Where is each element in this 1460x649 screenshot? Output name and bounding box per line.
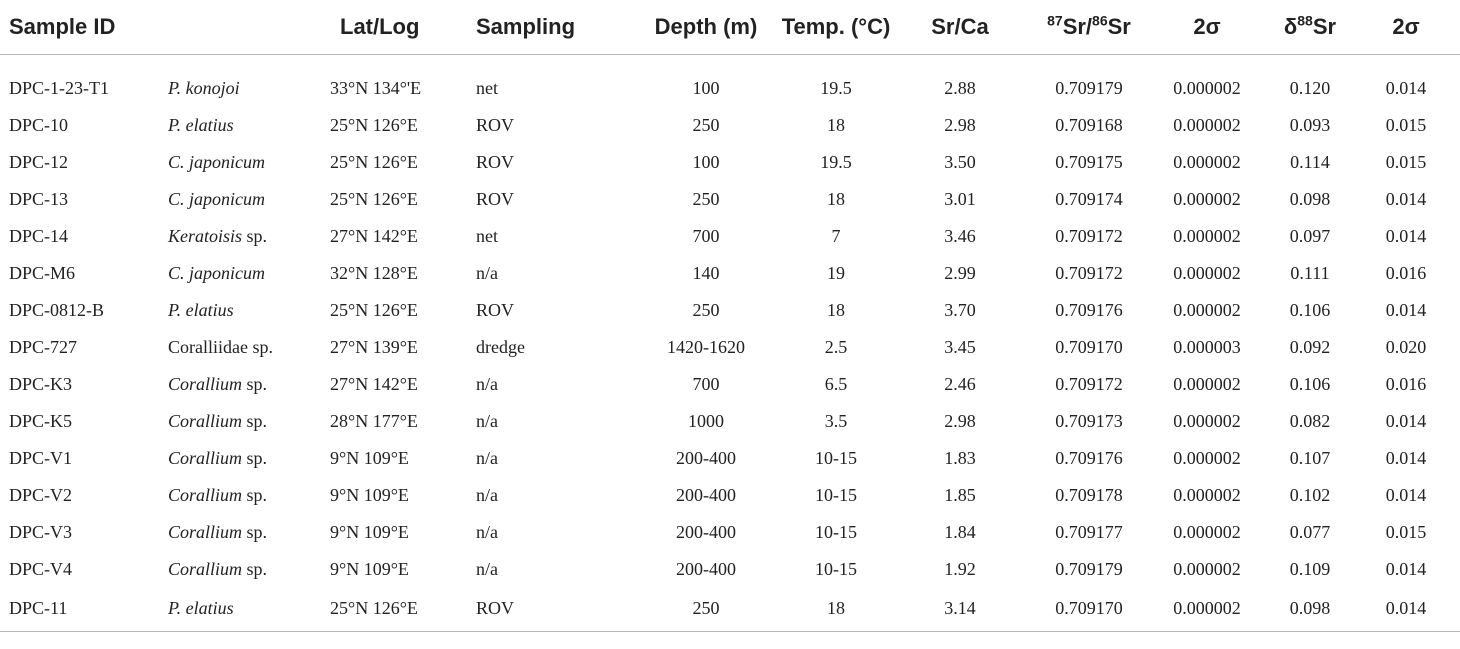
lat-log-cell: 27°N 142°E bbox=[330, 226, 418, 246]
species-cell bbox=[168, 588, 330, 632]
species-name: Corallium bbox=[168, 559, 243, 579]
sigma-1-cell: 0.000003 bbox=[1173, 337, 1241, 357]
table-row bbox=[0, 514, 1460, 551]
depth-cell: 1420-1620 bbox=[667, 337, 745, 357]
table-row bbox=[0, 55, 1460, 108]
table-row bbox=[0, 144, 1460, 181]
sr-ca-cell: 3.70 bbox=[944, 300, 976, 320]
sample-id-cell: DPC-13 bbox=[9, 189, 69, 209]
table-row bbox=[0, 403, 1460, 440]
table-row bbox=[0, 329, 1460, 366]
header-ratio-sup-87: 87 bbox=[1047, 12, 1063, 29]
sigma-1-cell: 0.000002 bbox=[1173, 263, 1241, 283]
sigma-2-cell: 0.014 bbox=[1385, 411, 1427, 431]
species-suffix: sp. bbox=[242, 559, 268, 579]
sampling-cell: net bbox=[476, 226, 498, 246]
temp-cell: 19.5 bbox=[820, 78, 852, 98]
sampling-cell: n/a bbox=[476, 559, 498, 579]
sample-id-cell: DPC-K5 bbox=[9, 411, 73, 431]
species-cell bbox=[168, 292, 330, 329]
lat-log-cell: 9°N 109°E bbox=[330, 485, 409, 505]
temp-cell: 10-15 bbox=[815, 485, 857, 505]
species-cell bbox=[168, 514, 330, 551]
sample-id-cell: DPC-V4 bbox=[9, 559, 73, 579]
sr-ratio-cell: 0.709172 bbox=[1055, 226, 1123, 246]
table-row bbox=[0, 292, 1460, 329]
sampling-cell: ROV bbox=[476, 588, 636, 632]
species-cell bbox=[168, 181, 330, 218]
header-sr-isotope-ratio bbox=[1024, 0, 1154, 55]
sample-id-cell: DPC-V1 bbox=[9, 448, 73, 468]
delta-sr-cell: 0.093 bbox=[1289, 115, 1331, 135]
sample-id-cell: DPC-V3 bbox=[9, 522, 73, 542]
header-lat-log-text: Lat/Log bbox=[340, 14, 420, 39]
table-row bbox=[0, 440, 1460, 477]
depth-cell: 100 bbox=[692, 78, 720, 98]
depth-cell: 700 bbox=[692, 374, 720, 394]
sr-ratio-cell: 0.709168 bbox=[1055, 115, 1123, 135]
temp-cell: 10-15 bbox=[815, 559, 857, 579]
depth-cell: 200-400 bbox=[676, 559, 736, 579]
sigma-2-cell: 0.014 bbox=[1385, 226, 1427, 246]
sigma-2-cell: 0.014 bbox=[1385, 448, 1427, 468]
species-name: Coralliidae sp. bbox=[168, 337, 273, 357]
sr-ca-cell: 3.45 bbox=[944, 337, 976, 357]
sigma-1-cell: 0.000002 bbox=[1173, 115, 1241, 135]
delta-sr-cell: 0.098 bbox=[1289, 189, 1331, 209]
sigma-2-cell: 0.014 bbox=[1360, 588, 1460, 632]
sr-ratio-cell: 0.709175 bbox=[1055, 152, 1123, 172]
temp-cell: 19 bbox=[827, 263, 845, 283]
sigma-1-cell: 0.000002 bbox=[1173, 522, 1241, 542]
lat-log-cell: 25°N 126°E bbox=[330, 300, 418, 320]
delta-sr-cell: 0.102 bbox=[1289, 485, 1331, 505]
lat-log-cell: 9°N 109°E bbox=[330, 522, 409, 542]
delta-sr-cell: 0.082 bbox=[1289, 411, 1331, 431]
sigma-1-cell: 0.000002 bbox=[1173, 559, 1241, 579]
sr-ratio-cell: 0.709179 bbox=[1055, 559, 1123, 579]
species-name: C. japonicum bbox=[168, 263, 265, 283]
sampling-cell: dredge bbox=[476, 337, 525, 357]
sample-id-cell: DPC-12 bbox=[9, 152, 69, 172]
sampling-cell: ROV bbox=[476, 152, 515, 172]
header-delta-sr bbox=[1260, 0, 1360, 55]
depth-cell: 250 bbox=[692, 115, 720, 135]
temp-cell: 18 bbox=[827, 115, 845, 135]
lat-log-cell: 25°N 126°E bbox=[330, 588, 476, 632]
sr-ca-cell: 1.92 bbox=[944, 559, 976, 579]
lat-log-cell: 32°N 128°E bbox=[330, 263, 418, 283]
sampling-cell: n/a bbox=[476, 374, 498, 394]
temp-cell: 18 bbox=[827, 300, 845, 320]
species-name: Keratoisis bbox=[168, 226, 243, 246]
header-row bbox=[0, 0, 1460, 55]
sigma-1-cell: 0.000002 bbox=[1173, 411, 1241, 431]
sr-ratio-cell: 0.709170 bbox=[1024, 588, 1154, 632]
lat-log-cell: 27°N 142°E bbox=[330, 374, 418, 394]
sampling-cell: n/a bbox=[476, 485, 498, 505]
delta-sr-cell: 0.120 bbox=[1289, 78, 1331, 98]
species-cell bbox=[168, 403, 330, 440]
sigma-2-cell: 0.014 bbox=[1385, 189, 1427, 209]
lat-log-cell: 25°N 126°E bbox=[330, 152, 418, 172]
sr-ca-cell: 3.46 bbox=[944, 226, 976, 246]
temp-cell: 18 bbox=[776, 588, 896, 632]
sample-id-cell: DPC-14 bbox=[9, 226, 69, 246]
species-suffix: sp. bbox=[242, 448, 268, 468]
depth-cell: 1000 bbox=[688, 411, 724, 431]
delta-sr-cell: 0.106 bbox=[1289, 374, 1331, 394]
sigma-1-cell: 0.000002 bbox=[1173, 78, 1241, 98]
species-name: Corallium bbox=[168, 522, 243, 542]
species-name: P. konojoi bbox=[168, 78, 240, 98]
sampling-cell: n/a bbox=[476, 448, 498, 468]
header-delta-symbol: δ bbox=[1283, 14, 1298, 39]
sr-ca-cell: 2.98 bbox=[944, 115, 976, 135]
species-cell bbox=[168, 329, 330, 366]
species-suffix: sp. bbox=[242, 485, 268, 505]
table-row bbox=[0, 366, 1460, 403]
sigma-2-cell: 0.014 bbox=[1385, 485, 1427, 505]
delta-sr-cell: 0.109 bbox=[1289, 559, 1331, 579]
lat-log-cell: 9°N 109°E bbox=[330, 448, 409, 468]
table-row bbox=[0, 107, 1460, 144]
species-cell bbox=[168, 107, 330, 144]
sampling-cell: ROV bbox=[476, 189, 515, 209]
header-depth: Depth (m) bbox=[636, 0, 776, 55]
depth-cell: 140 bbox=[692, 263, 720, 283]
sr-ratio-cell: 0.709173 bbox=[1055, 411, 1123, 431]
sr-ratio-cell: 0.709178 bbox=[1055, 485, 1123, 505]
header-delta-sr-text: Sr bbox=[1312, 14, 1337, 39]
sigma-1-cell: 0.000002 bbox=[1173, 485, 1241, 505]
depth-cell: 250 bbox=[692, 300, 720, 320]
lat-log-cell: 27°N 139°E bbox=[330, 337, 418, 357]
species-cell bbox=[168, 440, 330, 477]
temp-cell: 3.5 bbox=[824, 411, 848, 431]
species-cell bbox=[168, 551, 330, 588]
sample-id-cell: DPC-K3 bbox=[9, 374, 73, 394]
table-row bbox=[0, 588, 1460, 632]
temp-cell: 19.5 bbox=[820, 152, 852, 172]
delta-sr-cell: 0.097 bbox=[1289, 226, 1331, 246]
table-row bbox=[0, 255, 1460, 292]
table-body bbox=[0, 55, 1460, 632]
species-name: P. elatius bbox=[168, 597, 234, 618]
sr-ratio-cell: 0.709179 bbox=[1055, 78, 1123, 98]
sampling-cell: ROV bbox=[476, 300, 515, 320]
sr-ratio-cell: 0.709176 bbox=[1055, 448, 1123, 468]
sr-ca-cell: 3.50 bbox=[944, 152, 976, 172]
table-row bbox=[0, 218, 1460, 255]
sr-ca-cell: 3.01 bbox=[944, 189, 976, 209]
sample-id-cell: DPC-727 bbox=[9, 337, 78, 357]
sigma-2-cell: 0.015 bbox=[1385, 115, 1427, 135]
species-name: P. elatius bbox=[168, 115, 234, 135]
sample-id-cell: DPC-10 bbox=[9, 115, 69, 135]
sr-ca-cell: 2.88 bbox=[944, 78, 976, 98]
sigma-1-cell: 0.000002 bbox=[1173, 448, 1241, 468]
sampling-cell: n/a bbox=[476, 411, 498, 431]
species-cell bbox=[168, 218, 330, 255]
species-suffix: sp. bbox=[242, 411, 268, 431]
sr-ca-cell: 2.46 bbox=[944, 374, 976, 394]
table-row bbox=[0, 477, 1460, 514]
delta-sr-cell: 0.098 bbox=[1260, 588, 1360, 632]
species-suffix: sp. bbox=[242, 226, 268, 246]
sr-ca-cell: 2.99 bbox=[944, 263, 976, 283]
sigma-2-cell: 0.014 bbox=[1385, 300, 1427, 320]
header-sigma-2: 2σ bbox=[1360, 0, 1460, 55]
species-cell bbox=[168, 144, 330, 181]
sampling-cell: n/a bbox=[476, 522, 498, 542]
sampling-cell: ROV bbox=[476, 115, 515, 135]
sr-ratio-cell: 0.709172 bbox=[1055, 374, 1123, 394]
sr-ratio-cell: 0.709177 bbox=[1055, 522, 1123, 542]
sampling-cell: n/a bbox=[476, 263, 498, 283]
sample-id-cell: DPC-V2 bbox=[9, 485, 73, 505]
table-row bbox=[0, 181, 1460, 218]
sigma-1-cell: 0.000002 bbox=[1154, 588, 1260, 632]
header-sample-id: Sample ID bbox=[0, 0, 330, 55]
depth-cell: 250 bbox=[636, 588, 776, 632]
sr-ratio-cell: 0.709174 bbox=[1055, 189, 1123, 209]
species-cell bbox=[168, 255, 330, 292]
depth-cell: 200-400 bbox=[676, 448, 736, 468]
species-name: C. japonicum bbox=[168, 152, 265, 172]
sr-ca-cell: 1.84 bbox=[944, 522, 976, 542]
sigma-2-cell: 0.014 bbox=[1385, 559, 1427, 579]
species-cell bbox=[168, 366, 330, 403]
sr-ca-cell: 3.14 bbox=[896, 588, 1024, 632]
sample-id-cell: DPC-11 bbox=[0, 588, 168, 632]
sr-ratio-cell: 0.709172 bbox=[1055, 263, 1123, 283]
lat-log-cell: 25°N 126°E bbox=[330, 115, 418, 135]
depth-cell: 250 bbox=[692, 189, 720, 209]
sigma-2-cell: 0.014 bbox=[1385, 78, 1427, 98]
sigma-2-cell: 0.015 bbox=[1385, 522, 1427, 542]
lat-log-cell: 25°N 126°E bbox=[330, 189, 418, 209]
sigma-2-cell: 0.016 bbox=[1385, 263, 1427, 283]
sample-id-cell: DPC-1-23-T1 bbox=[9, 78, 109, 98]
lat-log-cell: 9°N 109°E bbox=[330, 559, 409, 579]
sigma-1-cell: 0.000002 bbox=[1173, 226, 1241, 246]
header-sampling: Sampling bbox=[476, 0, 636, 55]
sigma-2-cell: 0.015 bbox=[1385, 152, 1427, 172]
temp-cell: 10-15 bbox=[815, 522, 857, 542]
species-name: Corallium bbox=[168, 374, 243, 394]
header-ratio-sr2: Sr bbox=[1107, 14, 1131, 39]
sample-id-cell: DPC-M6 bbox=[9, 263, 76, 283]
depth-cell: 100 bbox=[692, 152, 720, 172]
depth-cell: 200-400 bbox=[676, 485, 736, 505]
delta-sr-cell: 0.077 bbox=[1289, 522, 1331, 542]
depth-cell: 200-400 bbox=[676, 522, 736, 542]
sigma-2-cell: 0.020 bbox=[1385, 337, 1427, 357]
delta-sr-cell: 0.107 bbox=[1289, 448, 1331, 468]
sigma-1-cell: 0.000002 bbox=[1173, 374, 1241, 394]
temp-cell: 6.5 bbox=[824, 374, 848, 394]
temp-cell: 7 bbox=[831, 226, 841, 246]
species-suffix: sp. bbox=[242, 522, 268, 542]
depth-cell: 700 bbox=[692, 226, 720, 246]
species-name: Corallium bbox=[168, 485, 243, 505]
species-name: Corallium bbox=[168, 411, 243, 431]
lat-log-cell: 33°N 134°'E bbox=[330, 78, 422, 98]
species-suffix: sp. bbox=[242, 374, 268, 394]
header-delta-sup-88: 88 bbox=[1297, 12, 1313, 29]
header-sr-ca: Sr/Ca bbox=[896, 0, 1024, 55]
species-name: P. elatius bbox=[168, 300, 234, 320]
delta-sr-cell: 0.111 bbox=[1290, 263, 1330, 283]
sr-ca-cell: 2.98 bbox=[944, 411, 976, 431]
species-cell bbox=[168, 55, 330, 108]
header-ratio-sr1: Sr/ bbox=[1062, 14, 1093, 39]
header-ratio-sup-86: 86 bbox=[1092, 12, 1108, 29]
delta-sr-cell: 0.114 bbox=[1290, 152, 1330, 172]
table-row bbox=[0, 551, 1460, 588]
lat-log-cell: 28°N 177°E bbox=[330, 411, 418, 431]
header-lat-log bbox=[330, 0, 476, 55]
sigma-1-cell: 0.000002 bbox=[1173, 300, 1241, 320]
header-temp: Temp. (°C) bbox=[776, 0, 896, 55]
sr-ca-cell: 1.85 bbox=[944, 485, 976, 505]
species-cell bbox=[168, 477, 330, 514]
sr-ca-cell: 1.83 bbox=[944, 448, 976, 468]
temp-cell: 10-15 bbox=[815, 448, 857, 468]
species-name: Corallium bbox=[168, 448, 243, 468]
sigma-1-cell: 0.000002 bbox=[1173, 189, 1241, 209]
sampling-cell: net bbox=[476, 78, 498, 98]
delta-sr-cell: 0.092 bbox=[1289, 337, 1331, 357]
table-header bbox=[0, 0, 1460, 55]
header-sigma-1: 2σ bbox=[1154, 0, 1260, 55]
sigma-1-cell: 0.000002 bbox=[1173, 152, 1241, 172]
sr-ratio-cell: 0.709176 bbox=[1055, 300, 1123, 320]
sr-ratio-cell: 0.709170 bbox=[1055, 337, 1123, 357]
temp-cell: 18 bbox=[827, 189, 845, 209]
delta-sr-cell: 0.106 bbox=[1289, 300, 1331, 320]
temp-cell: 2.5 bbox=[824, 337, 848, 357]
sigma-2-cell: 0.016 bbox=[1385, 374, 1427, 394]
species-name: C. japonicum bbox=[168, 189, 265, 209]
sample-id-cell: DPC-0812-B bbox=[9, 300, 105, 320]
